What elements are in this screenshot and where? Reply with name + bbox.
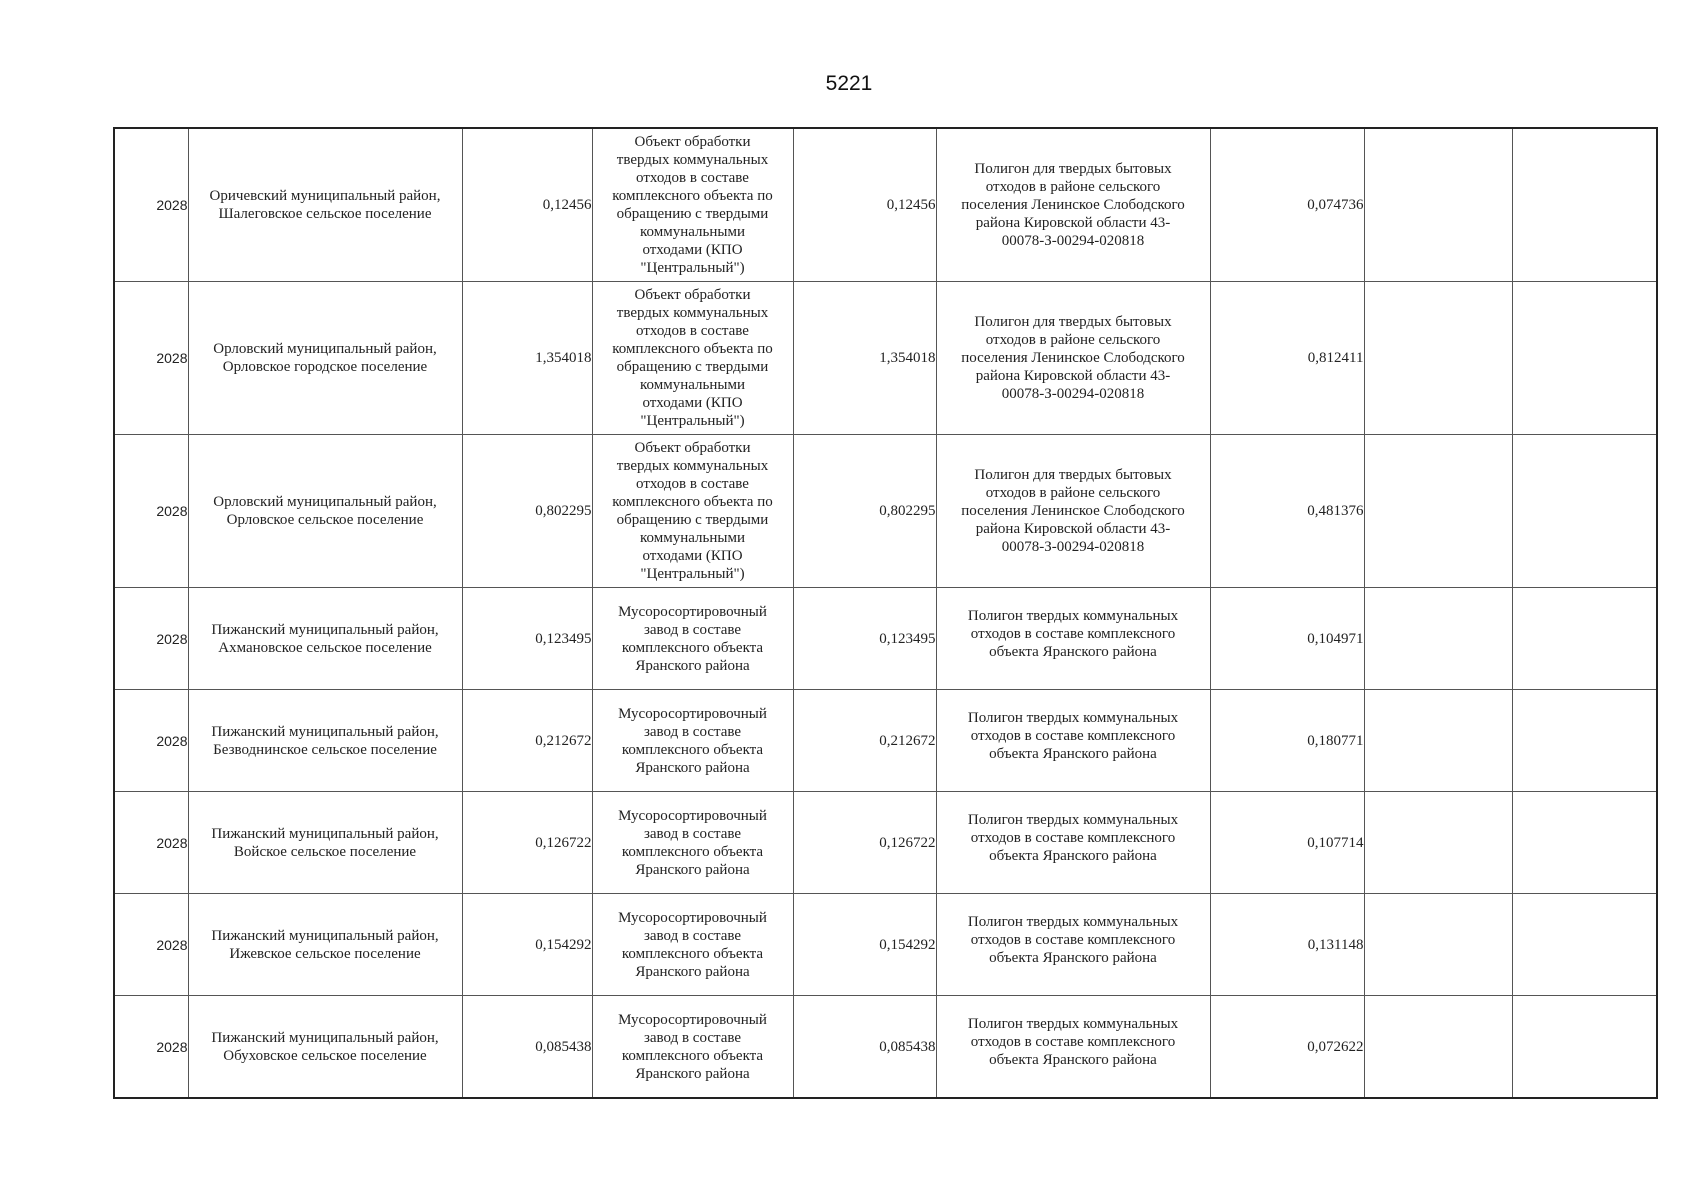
processed-mass-text: 0,12456: [886, 197, 936, 213]
disposed-mass-cell: [1210, 435, 1364, 588]
municipality-text: Пижанский муниципальный район, Безводнинское сельское поселение: [211, 723, 439, 758]
empty-cell: [1364, 894, 1512, 996]
disposed-mass-text: 0,107714: [1307, 834, 1364, 851]
empty-cell: [1512, 792, 1657, 894]
table-row: [114, 435, 1657, 588]
processing-object-text: Объект обработки твердых коммунальных отходов в составе комплексного объекта по обращению с твердыми коммунальными отходами (КПО "Центральный"): [612, 134, 773, 276]
page-number: 5221: [825, 72, 873, 95]
disposed-mass-cell: [1210, 128, 1364, 282]
landfill-cell: [936, 128, 1210, 282]
municipality-cell: [188, 128, 462, 282]
processing-object-cell: [592, 282, 793, 435]
disposed-mass-cell: [1210, 588, 1364, 690]
waste-mass-cell: [462, 435, 592, 588]
processed-mass-cell: [793, 894, 936, 996]
disposed-mass-text: 0,131148: [1307, 936, 1364, 953]
processed-mass-text: 1,354018: [879, 350, 936, 366]
table-row: [114, 588, 1657, 690]
processing-object-cell: [592, 792, 793, 894]
disposed-mass-cell: [1210, 894, 1364, 996]
landfill-text: Полигон твердых коммунальных отходов в составе комплексного объекта Яранского района: [967, 709, 1179, 762]
municipality-cell: [188, 894, 462, 996]
processed-mass-text: 0,126722: [879, 834, 936, 851]
waste-mass-text: 0,212672: [535, 732, 592, 749]
processing-object-text: Мусоросортировочный завод в составе комплексного объекта Яранского района: [618, 807, 767, 878]
disposed-mass-cell: [1210, 792, 1364, 894]
municipality-cell: [188, 282, 462, 435]
waste-mass-cell: [462, 792, 592, 894]
table-row: [114, 282, 1657, 435]
disposed-mass-cell: [1210, 690, 1364, 792]
processing-object-cell: [592, 588, 793, 690]
municipality-text: Пижанский муниципальный район, Войское сельское поселение: [211, 825, 439, 860]
landfill-text: Полигон твердых коммунальных отходов в составе комплексного объекта Яранского района: [967, 607, 1179, 660]
processing-object-cell: [592, 128, 793, 282]
year-text: 2028: [156, 350, 188, 366]
landfill-text: Полигон твердых коммунальных отходов в составе комплексного объекта Яранского района: [967, 1015, 1179, 1068]
year-text: 2028: [156, 732, 188, 749]
municipality-text: Орловский муниципальный район, Орловское городское поселение: [213, 341, 437, 375]
waste-mass-text: 0,802295: [535, 503, 592, 519]
processing-object-text: Объект обработки твердых коммунальных отходов в составе комплексного объекта по обращению с твердыми коммунальными отходами (КПО "Центральный"): [612, 440, 773, 582]
processing-object-text: Мусоросортировочный завод в составе комплексного объекта Яранского района: [618, 705, 767, 776]
processing-object-text: Мусоросортировочный завод в составе комплексного объекта Яранского района: [618, 909, 767, 980]
processed-mass-cell: [793, 690, 936, 792]
empty-cell: [1364, 690, 1512, 792]
empty-cell: [1364, 282, 1512, 435]
empty-cell: [1512, 435, 1657, 588]
waste-mass-cell: [462, 282, 592, 435]
year-cell: [114, 690, 188, 792]
processing-object-cell: [592, 996, 793, 1099]
municipality-cell: [188, 435, 462, 588]
processing-object-cell: [592, 435, 793, 588]
disposed-mass-text: 0,074736: [1307, 197, 1364, 213]
empty-cell: [1364, 128, 1512, 282]
processed-mass-text: 0,212672: [879, 732, 936, 749]
year-cell: [114, 996, 188, 1099]
landfill-text: Полигон твердых коммунальных отходов в составе комплексного объекта Яранского района: [967, 811, 1179, 864]
empty-cell: [1512, 690, 1657, 792]
disposed-mass-cell: [1210, 996, 1364, 1099]
municipality-text: Пижанский муниципальный район, Обуховское сельское поселение: [211, 1029, 439, 1064]
empty-cell: [1364, 792, 1512, 894]
waste-mass-cell: [462, 894, 592, 996]
empty-cell: [1512, 894, 1657, 996]
landfill-cell: [936, 792, 1210, 894]
landfill-text: Полигон для твердых бытовых отходов в районе сельского поселения Ленинское Слободского района Кировской области 43- 00078-З-00294-020818: [961, 467, 1185, 555]
waste-mass-cell: [462, 128, 592, 282]
empty-cell: [1364, 435, 1512, 588]
municipality-text: Оричевский муниципальный район, Шалеговское сельское поселение: [209, 188, 441, 222]
year-text: 2028: [156, 630, 188, 647]
disposed-mass-text: 0,180771: [1307, 732, 1364, 749]
empty-cell: [1512, 996, 1657, 1099]
waste-mass-text: 0,126722: [535, 834, 592, 851]
processed-mass-text: 0,154292: [879, 936, 936, 953]
year-text: 2028: [156, 1038, 188, 1055]
waste-mass-cell: [462, 996, 592, 1099]
waste-mass-text: 0,085438: [535, 1038, 592, 1055]
waste-mass-text: 1,354018: [535, 350, 592, 366]
disposed-mass-text: 0,481376: [1307, 503, 1364, 519]
year-cell: [114, 894, 188, 996]
processed-mass-cell: [793, 282, 936, 435]
landfill-text: Полигон твердых коммунальных отходов в составе комплексного объекта Яранского района: [967, 913, 1179, 966]
municipality-text: Пижанский муниципальный район, Ижевское сельское поселение: [211, 927, 439, 962]
municipality-text: Орловский муниципальный район, Орловское сельское поселение: [213, 494, 437, 528]
processed-mass-text: 0,802295: [879, 503, 936, 519]
table-row: [114, 690, 1657, 792]
processing-object-cell: [592, 690, 793, 792]
landfill-cell: [936, 690, 1210, 792]
processed-mass-text: 0,085438: [879, 1038, 936, 1055]
landfill-cell: [936, 996, 1210, 1099]
waste-mass-text: 0,123495: [535, 630, 592, 647]
landfill-cell: [936, 435, 1210, 588]
landfill-text: Полигон для твердых бытовых отходов в районе сельского поселения Ленинское Слободского района Кировской области 43- 00078-З-00294-020818: [961, 314, 1185, 402]
waste-flow-table: [113, 127, 1658, 1099]
year-cell: [114, 588, 188, 690]
processed-mass-cell: [793, 792, 936, 894]
disposed-mass-text: 0,072622: [1307, 1038, 1364, 1055]
year-text: 2028: [156, 936, 188, 953]
table-row: [114, 894, 1657, 996]
table-row: [114, 996, 1657, 1099]
year-text: 2028: [156, 197, 188, 213]
year-text: 2028: [156, 834, 188, 851]
empty-cell: [1512, 128, 1657, 282]
municipality-cell: [188, 690, 462, 792]
disposed-mass-cell: [1210, 282, 1364, 435]
waste-mass-cell: [462, 690, 592, 792]
empty-cell: [1512, 282, 1657, 435]
processed-mass-cell: [793, 435, 936, 588]
waste-mass-text: 0,154292: [535, 936, 592, 953]
table-row: [114, 792, 1657, 894]
empty-cell: [1512, 588, 1657, 690]
processed-mass-text: 0,123495: [879, 630, 936, 647]
municipality-cell: [188, 588, 462, 690]
municipality-cell: [188, 792, 462, 894]
year-cell: [114, 282, 188, 435]
processing-object-text: Мусоросортировочный завод в составе комплексного объекта Яранского района: [618, 1011, 767, 1082]
table-row: [114, 128, 1657, 282]
processing-object-text: Объект обработки твердых коммунальных отходов в составе комплексного объекта по обращению с твердыми коммунальными отходами (КПО "Центральный"): [612, 287, 773, 429]
waste-mass-cell: [462, 588, 592, 690]
landfill-text: Полигон для твердых бытовых отходов в районе сельского поселения Ленинское Слободского района Кировской области 43- 00078-З-00294-020818: [961, 161, 1185, 249]
processed-mass-cell: [793, 996, 936, 1099]
processing-object-cell: [592, 894, 793, 996]
processing-object-text: Мусоросортировочный завод в составе комплексного объекта Яранского района: [618, 603, 767, 674]
disposed-mass-text: 0,812411: [1307, 350, 1364, 366]
processed-mass-cell: [793, 128, 936, 282]
year-cell: [114, 792, 188, 894]
year-cell: [114, 435, 188, 588]
landfill-cell: [936, 894, 1210, 996]
empty-cell: [1364, 996, 1512, 1099]
year-cell: [114, 128, 188, 282]
disposed-mass-text: 0,104971: [1307, 630, 1364, 647]
empty-cell: [1364, 588, 1512, 690]
year-text: 2028: [156, 503, 188, 519]
municipality-text: Пижанский муниципальный район, Ахмановское сельское поселение: [211, 621, 439, 656]
waste-mass-text: 0,12456: [542, 197, 592, 213]
processed-mass-cell: [793, 588, 936, 690]
municipality-cell: [188, 996, 462, 1099]
landfill-cell: [936, 282, 1210, 435]
landfill-cell: [936, 588, 1210, 690]
